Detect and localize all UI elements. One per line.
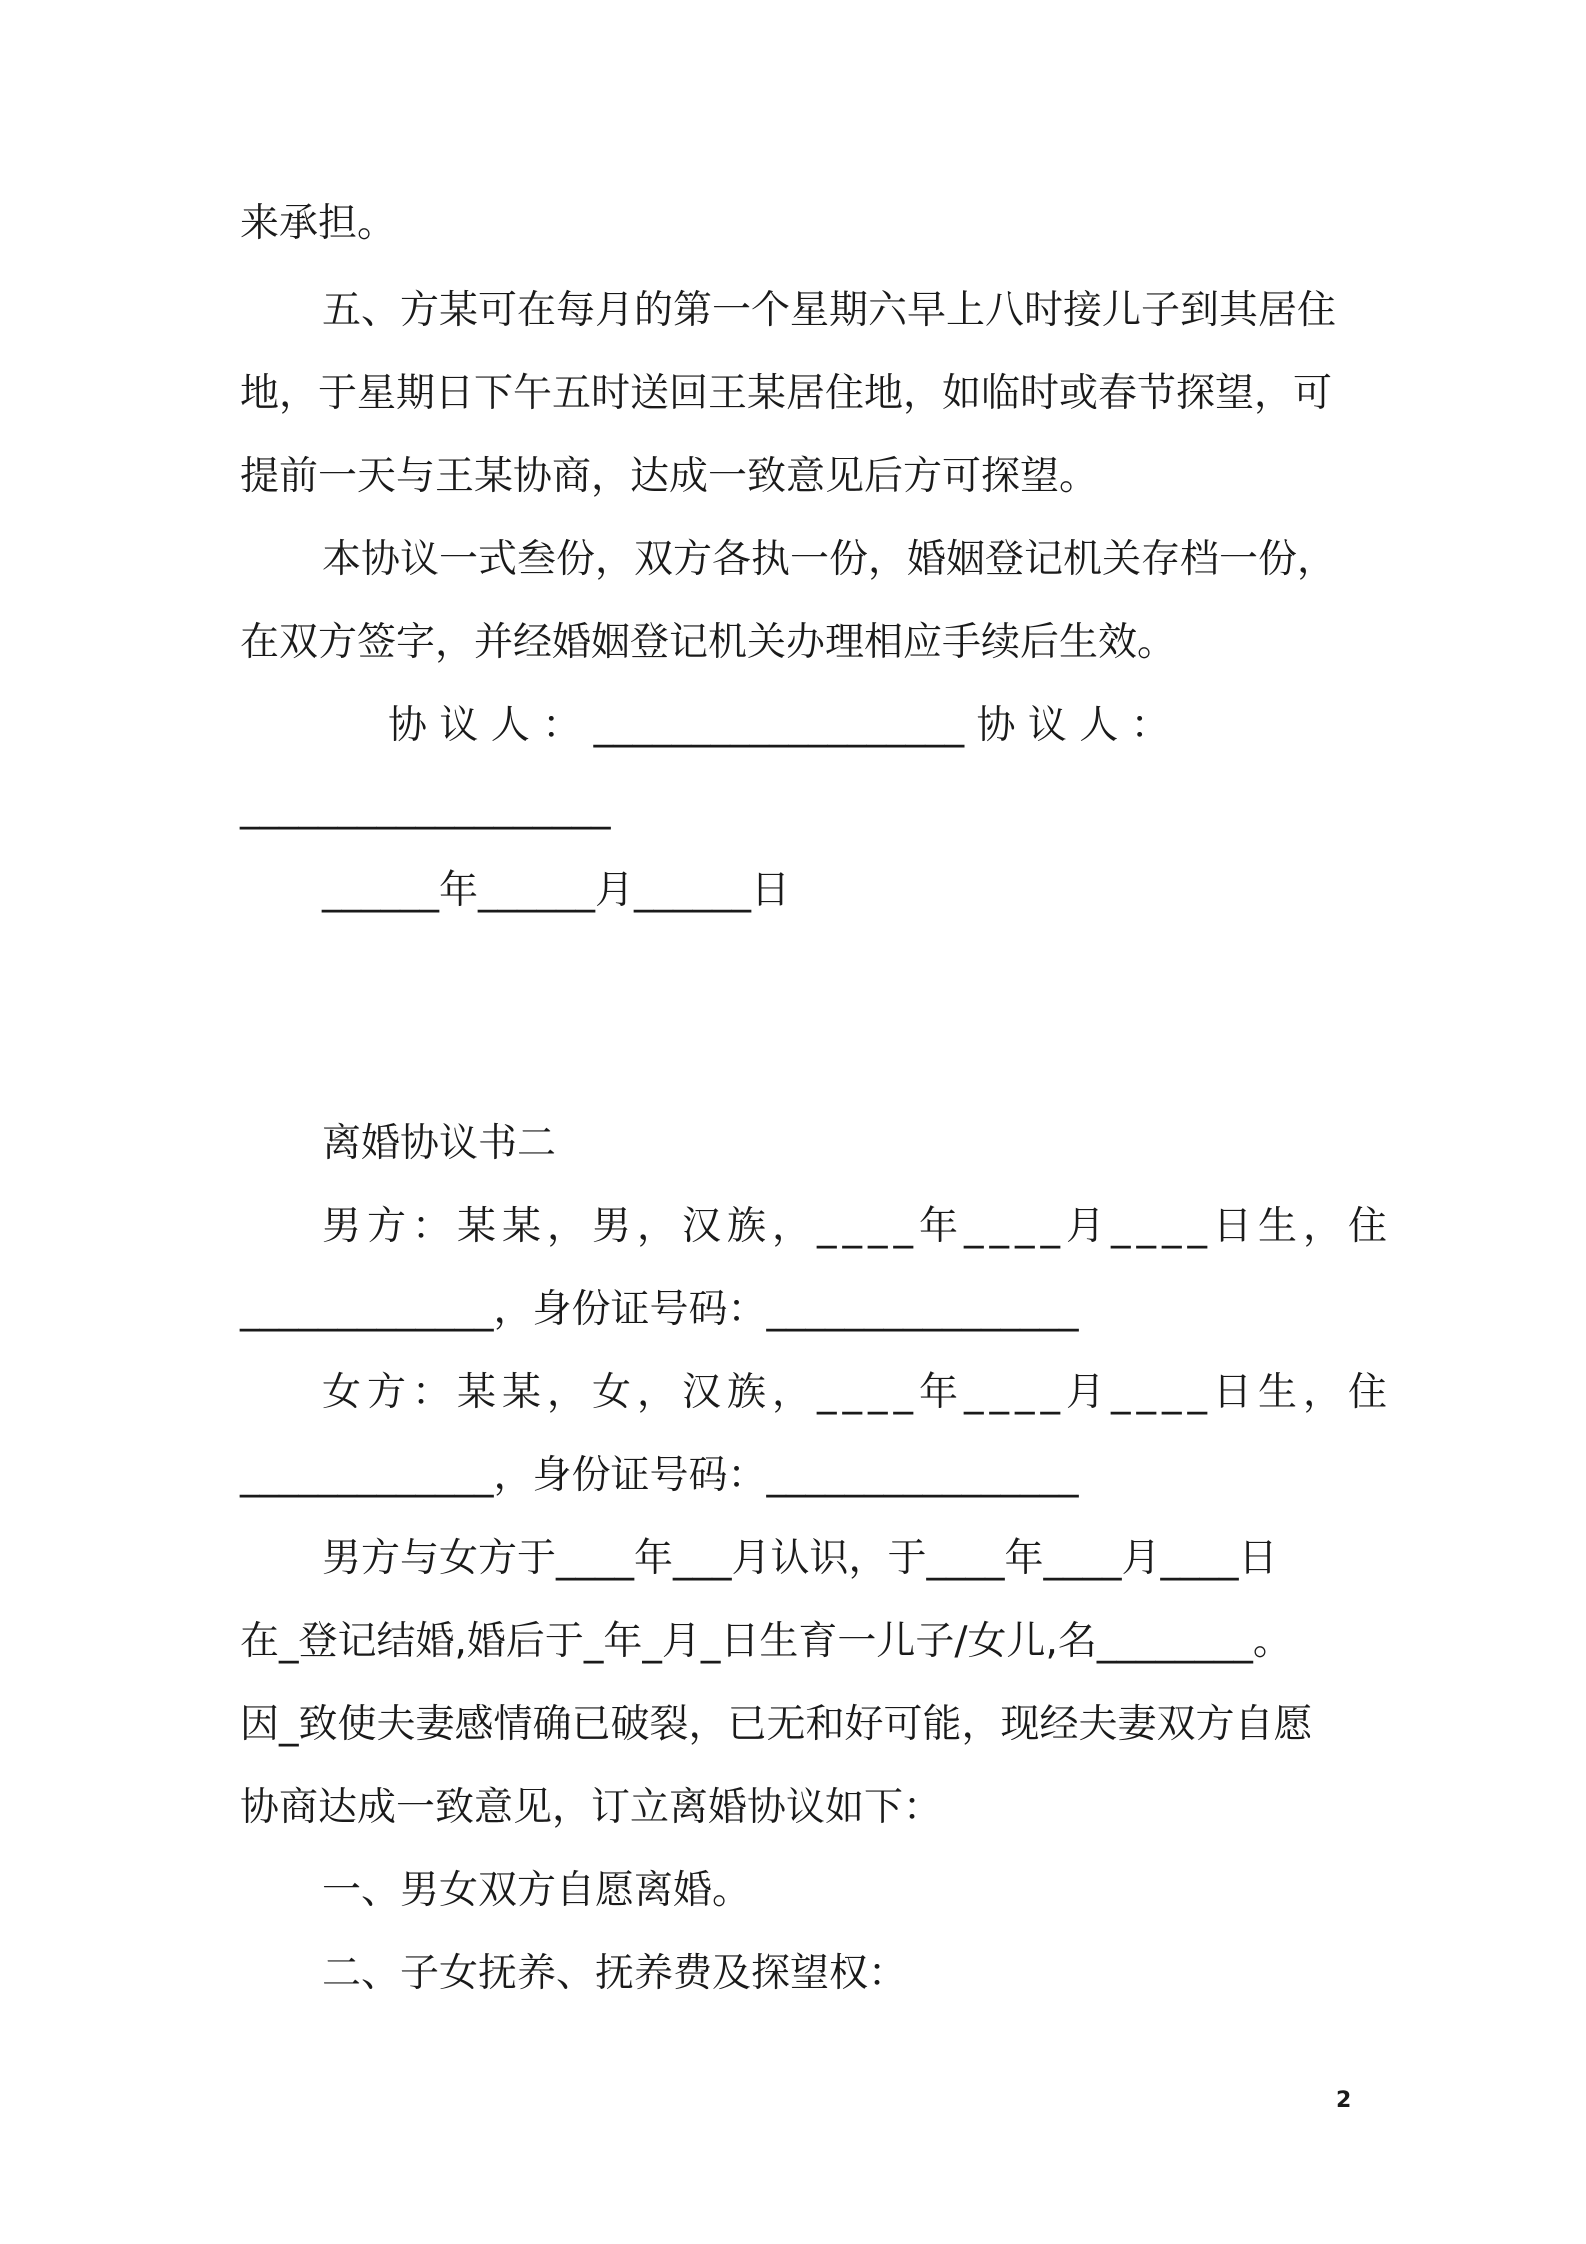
paragraph-line: 提前一天与王某协商，达成一致意见后方可探望。 xyxy=(240,454,1099,499)
paragraph-line: 协商达成一致意见，订立离婚协议如下： xyxy=(240,1785,943,1830)
paragraph-line: 因_致使夫妻感情确已破裂，已无和好可能，现经夫妻双方自愿 xyxy=(240,1702,1313,1747)
party-male-id-line: _____________，身份证号码：________________ xyxy=(240,1287,1079,1332)
signature-line: 协 议 人 ： ___________________ 协 议 人 ： xyxy=(388,703,1170,748)
party-female-id-line: _____________，身份证号码：________________ xyxy=(240,1453,1079,1498)
section-title: 离婚协议书二 xyxy=(322,1121,557,1166)
paragraph-line: 五、方某可在每月的第一个星期六早上八时接儿子到其居住 xyxy=(322,288,1337,333)
party-female-line: 女方：某某，女，汉族，____年____月____日生，住 xyxy=(322,1370,1394,1415)
paragraph-line: 本协议一式叁份，双方各执一份，婚姻登记机关存档一份， xyxy=(322,537,1337,582)
party-male-line: 男方：某某，男，汉族，____年____月____日生，住 xyxy=(322,1204,1394,1249)
paragraph-line: 地，于星期日下午五时送回王某居住地，如临时或春节探望，可 xyxy=(240,371,1333,416)
paragraph-line: 男方与女方于____年___月认识，于____年____月____日 xyxy=(322,1536,1278,1581)
paragraph-line: 来承担。 xyxy=(240,201,397,246)
signature-blank: ___________________ xyxy=(240,785,611,830)
clause-line: 一、男女双方自愿离婚。 xyxy=(322,1868,752,1913)
paragraph-line: 在_登记结婚,婚后于_年_月_日生育一儿子/女儿,名________。 xyxy=(240,1619,1292,1664)
clause-line: 二、子女抚养、抚养费及探望权： xyxy=(322,1951,908,1996)
page-number: 2 xyxy=(1336,2088,1352,2113)
date-line: ______年______月______日 xyxy=(322,868,791,913)
paragraph-line: 在双方签字，并经婚姻登记机关办理相应手续后生效。 xyxy=(240,620,1177,665)
